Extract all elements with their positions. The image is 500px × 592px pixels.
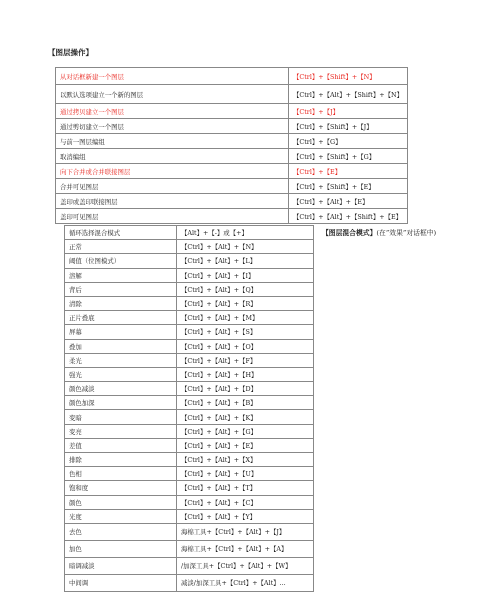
shortcut-cell: 【Ctrl】+【J】 (288, 104, 407, 119)
shortcut-cell: 【Ctrl】+【Alt】+【G】 (177, 424, 314, 438)
shortcut-cell: 【Ctrl】+【Alt】+【S】 (177, 325, 314, 339)
shortcut-cell: 【Ctrl】+【Alt】+【E】 (177, 438, 314, 452)
table-row (65, 311, 314, 325)
table-row (65, 240, 314, 254)
mode-cell: 变亮 (65, 424, 177, 438)
shortcut-cell: 【Ctrl】+【Alt】+【N】 (177, 240, 314, 254)
mode-cell: 去色 (65, 523, 177, 540)
table-row (65, 367, 314, 381)
shortcut-cell: 【Ctrl】+【Alt】+【H】 (177, 367, 314, 381)
shortcut-cell: 【Ctrl】+【Alt】+【Y】 (177, 509, 314, 523)
shortcut-cell: 海棉工具+【Ctrl】+【Alt】+【A】 (177, 540, 314, 557)
mode-cell: 阈值（位图模式） (65, 254, 177, 268)
mode-cell: 颜色减淡 (65, 382, 177, 396)
shortcut-cell: 【Ctrl】+【Alt】+【B】 (177, 396, 314, 410)
section-title: 【图层操作】 (48, 48, 93, 57)
mode-cell: 屏幕 (65, 325, 177, 339)
shortcut-cell: 【Ctrl】+【Alt】+【Q】 (177, 282, 314, 296)
action-cell: 从对话框新建一个图层 (56, 68, 289, 85)
shortcut-cell: 【Ctrl】+【Alt】+【R】 (177, 296, 314, 310)
shortcut-cell: 【Ctrl】+【Shift】+【J】 (288, 119, 407, 134)
table-row (56, 85, 408, 104)
table-row (65, 254, 314, 268)
table-row (65, 226, 314, 240)
blend-mode-note-text: (在”效果”对话框中) (376, 229, 437, 237)
table-row (65, 396, 314, 410)
shortcut-cell: 【Ctrl】+【Alt】+【L】 (177, 254, 314, 268)
mode-cell: 饱和度 (65, 481, 177, 495)
mode-cell: 正常 (65, 240, 177, 254)
table-row (56, 134, 408, 149)
mode-cell: 叠加 (65, 339, 177, 353)
mode-cell: 清除 (65, 296, 177, 310)
shortcut-cell: 【Ctrl】+【Alt】+【U】 (177, 467, 314, 481)
shortcut-cell: 减淡/加深工具+【Ctrl】+【Alt】... (177, 574, 314, 591)
table-row (65, 453, 314, 467)
table-row (56, 194, 408, 209)
table-row (56, 68, 408, 85)
table-row (65, 509, 314, 523)
action-cell: 合并可见图层 (56, 179, 289, 194)
action-cell: 以默认选项建立一个新的图层 (56, 85, 289, 104)
mode-cell: 背后 (65, 282, 177, 296)
mode-cell: 差值 (65, 438, 177, 452)
table-row (65, 495, 314, 509)
action-cell: 向下合并或合并联接图层 (56, 164, 289, 179)
table-row (65, 382, 314, 396)
shortcut-cell: 【Ctrl】+【Alt】+【Shift】+【N】 (288, 85, 407, 104)
shortcut-cell: 【Ctrl】+【E】 (288, 164, 407, 179)
blend-mode-note-title: 【图层混合模式】 (322, 229, 377, 237)
shortcut-cell: 【Alt】+【-】或【+】 (177, 226, 314, 240)
shortcut-cell: 海棉工具+【Ctrl】+【Alt】+【J】 (177, 523, 314, 540)
shortcut-cell: 【Ctrl】+【Alt】+【O】 (177, 339, 314, 353)
table-row (65, 296, 314, 310)
table-row (56, 179, 408, 194)
table-row (65, 574, 314, 591)
mode-cell: 颜色加深 (65, 396, 177, 410)
mode-cell: 颜色 (65, 495, 177, 509)
shortcut-cell: 【Ctrl】+【Alt】+【M】 (177, 311, 314, 325)
shortcut-cell: 【Ctrl】+【Alt】+【F】 (177, 353, 314, 367)
shortcut-cell: /加深工具+【Ctrl】+【Alt】+【W】 (177, 557, 314, 574)
table-row (65, 424, 314, 438)
shortcut-cell: 【Ctrl】+【Alt】+【X】 (177, 453, 314, 467)
mode-cell: 溶解 (65, 268, 177, 282)
shortcut-cell: 【Ctrl】+【Alt】+【I】 (177, 268, 314, 282)
table-row (65, 523, 314, 540)
table-row (65, 325, 314, 339)
mode-cell: 中间调 (65, 574, 177, 591)
action-cell: 与前一图层编组 (56, 134, 289, 149)
layer-operations-table (55, 67, 408, 224)
action-cell: 盖印可见图层 (56, 209, 289, 224)
blend-mode-table (64, 225, 314, 592)
action-cell: 取消编组 (56, 149, 289, 164)
mode-cell: 排除 (65, 453, 177, 467)
table-row (65, 268, 314, 282)
table-row (56, 104, 408, 119)
shortcut-cell: 【Ctrl】+【G】 (288, 134, 407, 149)
shortcut-cell: 【Ctrl】+【Alt】+【C】 (177, 495, 314, 509)
action-cell: 盖印或盖印联接图层 (56, 194, 289, 209)
action-cell: 通过剪切建立一个图层 (56, 119, 289, 134)
shortcut-cell: 【Ctrl】+【Alt】+【T】 (177, 481, 314, 495)
table-row (65, 410, 314, 424)
table-row (65, 282, 314, 296)
mode-cell: 暗调减淡 (65, 557, 177, 574)
table-row (65, 540, 314, 557)
mode-cell: 光度 (65, 509, 177, 523)
shortcut-cell: 【Ctrl】+【Alt】+【E】 (288, 194, 407, 209)
shortcut-cell: 【Ctrl】+【Shift】+【G】 (288, 149, 407, 164)
shortcut-cell: 【Ctrl】+【Alt】+【D】 (177, 382, 314, 396)
blend-mode-note (322, 227, 436, 237)
mode-cell: 强光 (65, 367, 177, 381)
table-row (65, 339, 314, 353)
shortcut-cell: 【Ctrl】+【Alt】+【Shift】+【E】 (288, 209, 407, 224)
table-row (56, 149, 408, 164)
table-row (65, 467, 314, 481)
shortcut-cell: 【Ctrl】+【Shift】+【E】 (288, 179, 407, 194)
mode-cell: 加色 (65, 540, 177, 557)
mode-cell: 循环选择混合模式 (65, 226, 177, 240)
table-row (56, 119, 408, 134)
mode-cell: 变暗 (65, 410, 177, 424)
shortcut-cell: 【Ctrl】+【Alt】+【K】 (177, 410, 314, 424)
mode-cell: 色相 (65, 467, 177, 481)
mode-cell: 柔光 (65, 353, 177, 367)
table-row (65, 481, 314, 495)
action-cell: 通过拷贝建立一个图层 (56, 104, 289, 119)
shortcut-cell: 【Ctrl】+【Shift】+【N】 (288, 68, 407, 85)
table-row (56, 164, 408, 179)
table-row (65, 353, 314, 367)
table-row (56, 209, 408, 224)
mode-cell: 正片叠底 (65, 311, 177, 325)
table-row (65, 438, 314, 452)
